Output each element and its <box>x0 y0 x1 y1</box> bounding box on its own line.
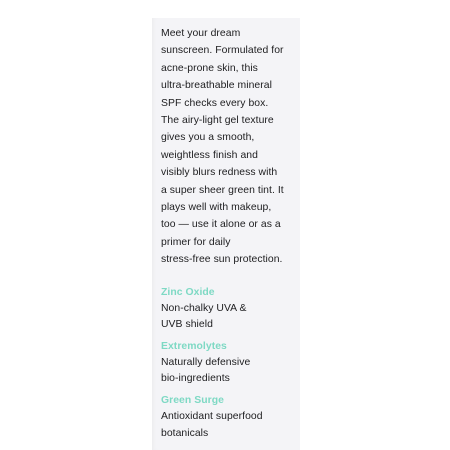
description-line: Meet your dream <box>161 28 241 39</box>
feature-description-line: UVB shield <box>161 319 213 331</box>
feature-zinc-oxide <box>161 284 301 334</box>
feature-list <box>161 284 301 443</box>
feature-description-line: botanicals <box>161 427 209 439</box>
feature-description-line: Antioxidant superfood <box>161 411 263 423</box>
description-line: visibly blurs redness with <box>161 167 278 179</box>
feature-description-line: Non-chalky UVA & <box>161 302 247 314</box>
description-line: primer for daily <box>161 236 231 248</box>
feature-description-line: Naturally defensive <box>161 356 251 368</box>
feature-green-surge <box>161 392 301 442</box>
description-line: gives you a smooth, <box>161 132 255 144</box>
description-line: sunscreen. Formulated for <box>161 45 284 57</box>
feature-title: Zinc Oxide <box>161 286 215 298</box>
description-line: The airy-light gel texture <box>161 115 274 127</box>
feature-title: Green Surge <box>161 395 224 407</box>
feature-title: Extremolytes <box>161 340 227 352</box>
description-line: too — use it alone or as a <box>161 219 281 231</box>
description-line: SPF checks every box. <box>161 97 269 109</box>
product-description <box>161 25 301 269</box>
description-line: weightless finish and <box>161 149 258 161</box>
description-line: stress-free sun protection. <box>161 254 283 266</box>
feature-description-line: bio-ingredients <box>161 373 230 385</box>
description-line: plays well with makeup, <box>161 202 272 214</box>
feature-extremolytes <box>161 338 301 388</box>
description-line: a super sheer green tint. It <box>161 184 284 196</box>
description-line: acne-prone skin, this <box>161 62 258 74</box>
product-copy <box>161 25 301 446</box>
description-line: ultra-breathable mineral <box>161 80 272 92</box>
